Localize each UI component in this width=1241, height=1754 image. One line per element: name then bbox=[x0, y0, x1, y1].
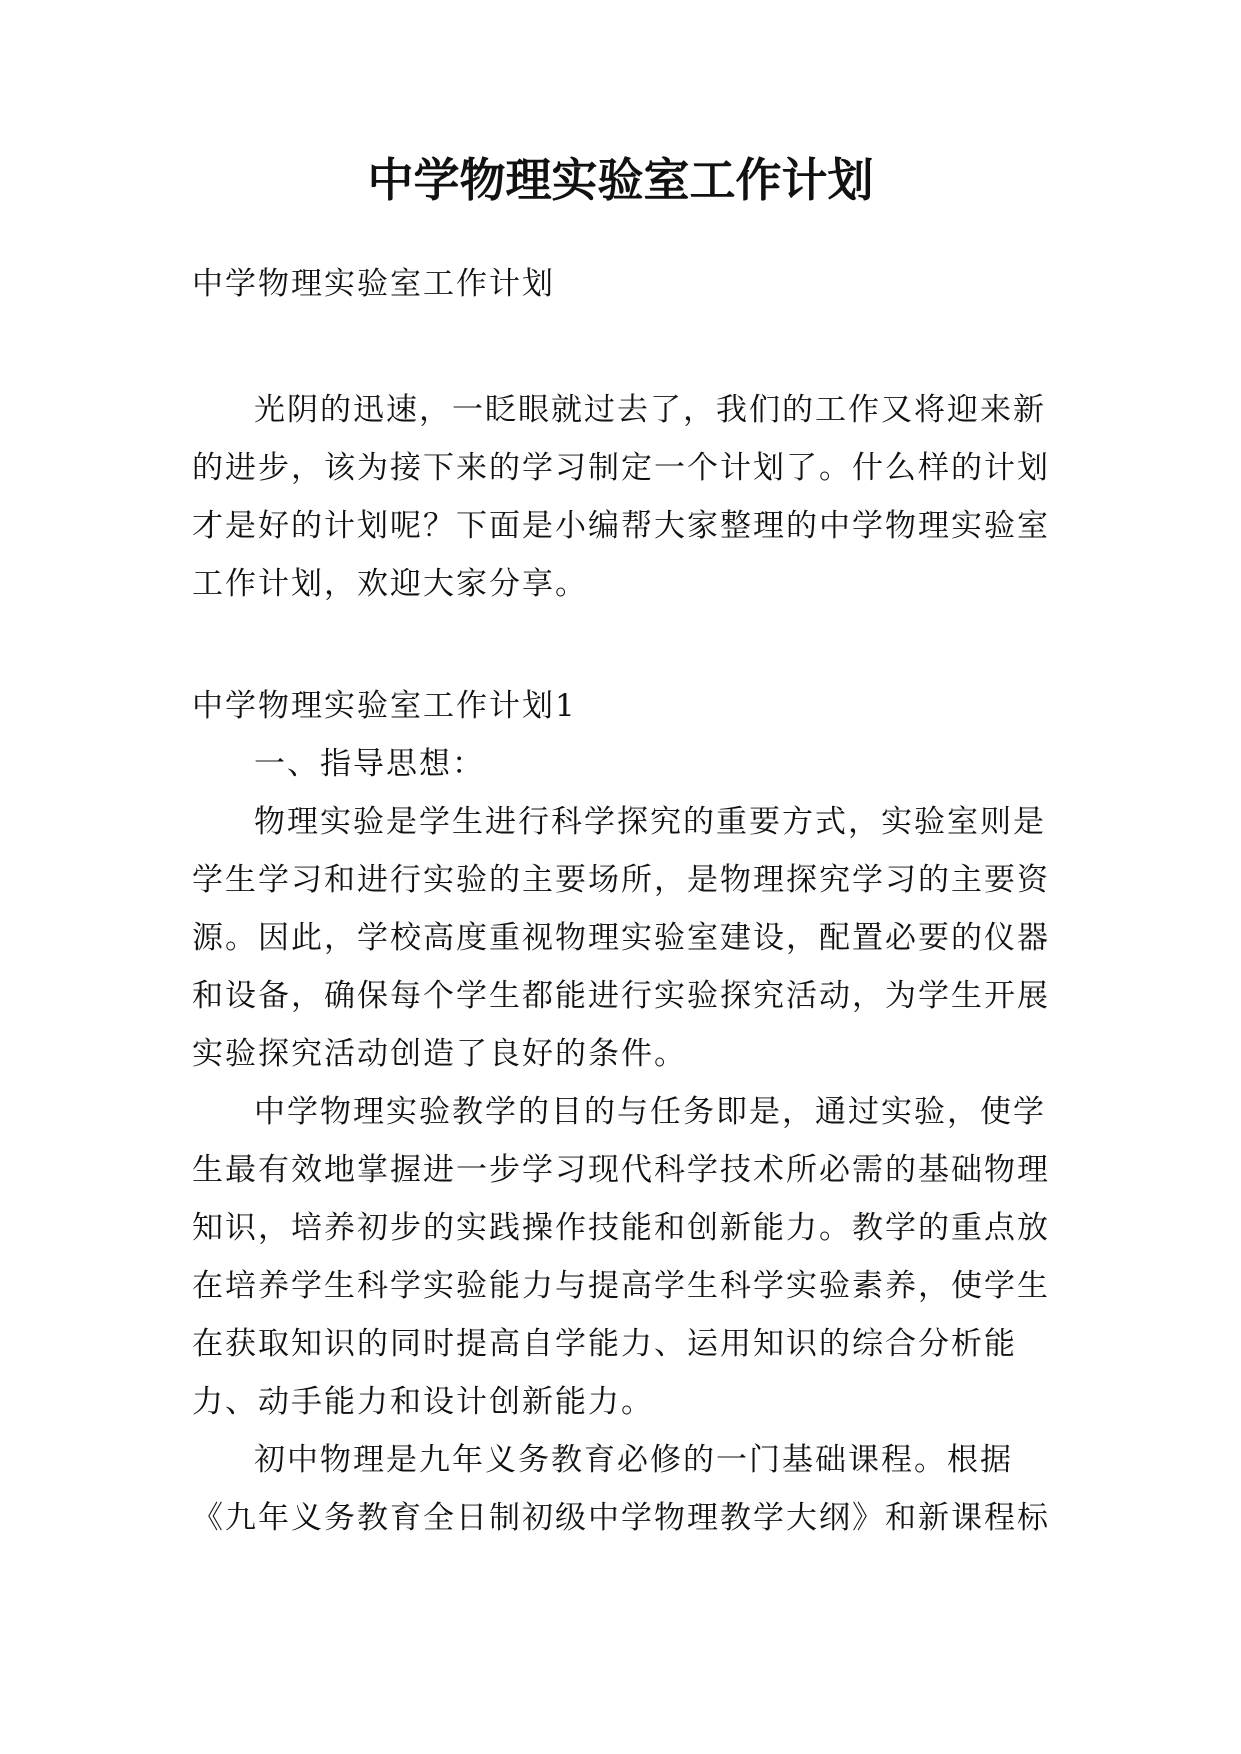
document-title: 中学物理实验室工作计划 bbox=[367, 153, 874, 207]
section-heading: 中学物理实验室工作计划1 bbox=[192, 688, 577, 724]
item-heading: 一、指导思想： bbox=[254, 746, 485, 782]
body-paragraph: 初中物理是九年义务教育必修的一门基础课程。根据《九年义务教育全日制初级中学物理教学大纲》和新课程标 bbox=[192, 1442, 1050, 1536]
document-subtitle: 中学物理实验室工作计划 bbox=[192, 266, 555, 302]
body-paragraph: 中学物理实验教学的目的与任务即是，通过实验，使学生最有效地掌握进一步学习现代科学技术所必需的基础物理知识，培养初步的实践操作技能和创新能力。教学的重点放在培养学生科学实验能力与提高学生科学实验素养，使学生在获取知识的同时提高自学能力、运用知识的综合分析能力、动手能力和设计创新能力。 bbox=[192, 1094, 1050, 1420]
body-paragraph: 物理实验是学生进行科学探究的重要方式，实验室则是学生学习和进行实验的主要场所，是物理探究学习的主要资源。因此，学校高度重视物理实验室建设，配置必要的仪器和设备，确保每个学生都能进行实验探究活动，为学生开展实验探究活动创造了良好的条件。 bbox=[192, 804, 1050, 1072]
intro-paragraph: 光阴的迅速，一眨眼就过去了，我们的工作又将迎来新的进步，该为接下来的学习制定一个计划了。什么样的计划才是好的计划呢？下面是小编帮大家整理的中学物理实验室工作计划，欢迎大家分享。 bbox=[192, 392, 1050, 602]
document-body bbox=[192, 255, 1052, 1547]
